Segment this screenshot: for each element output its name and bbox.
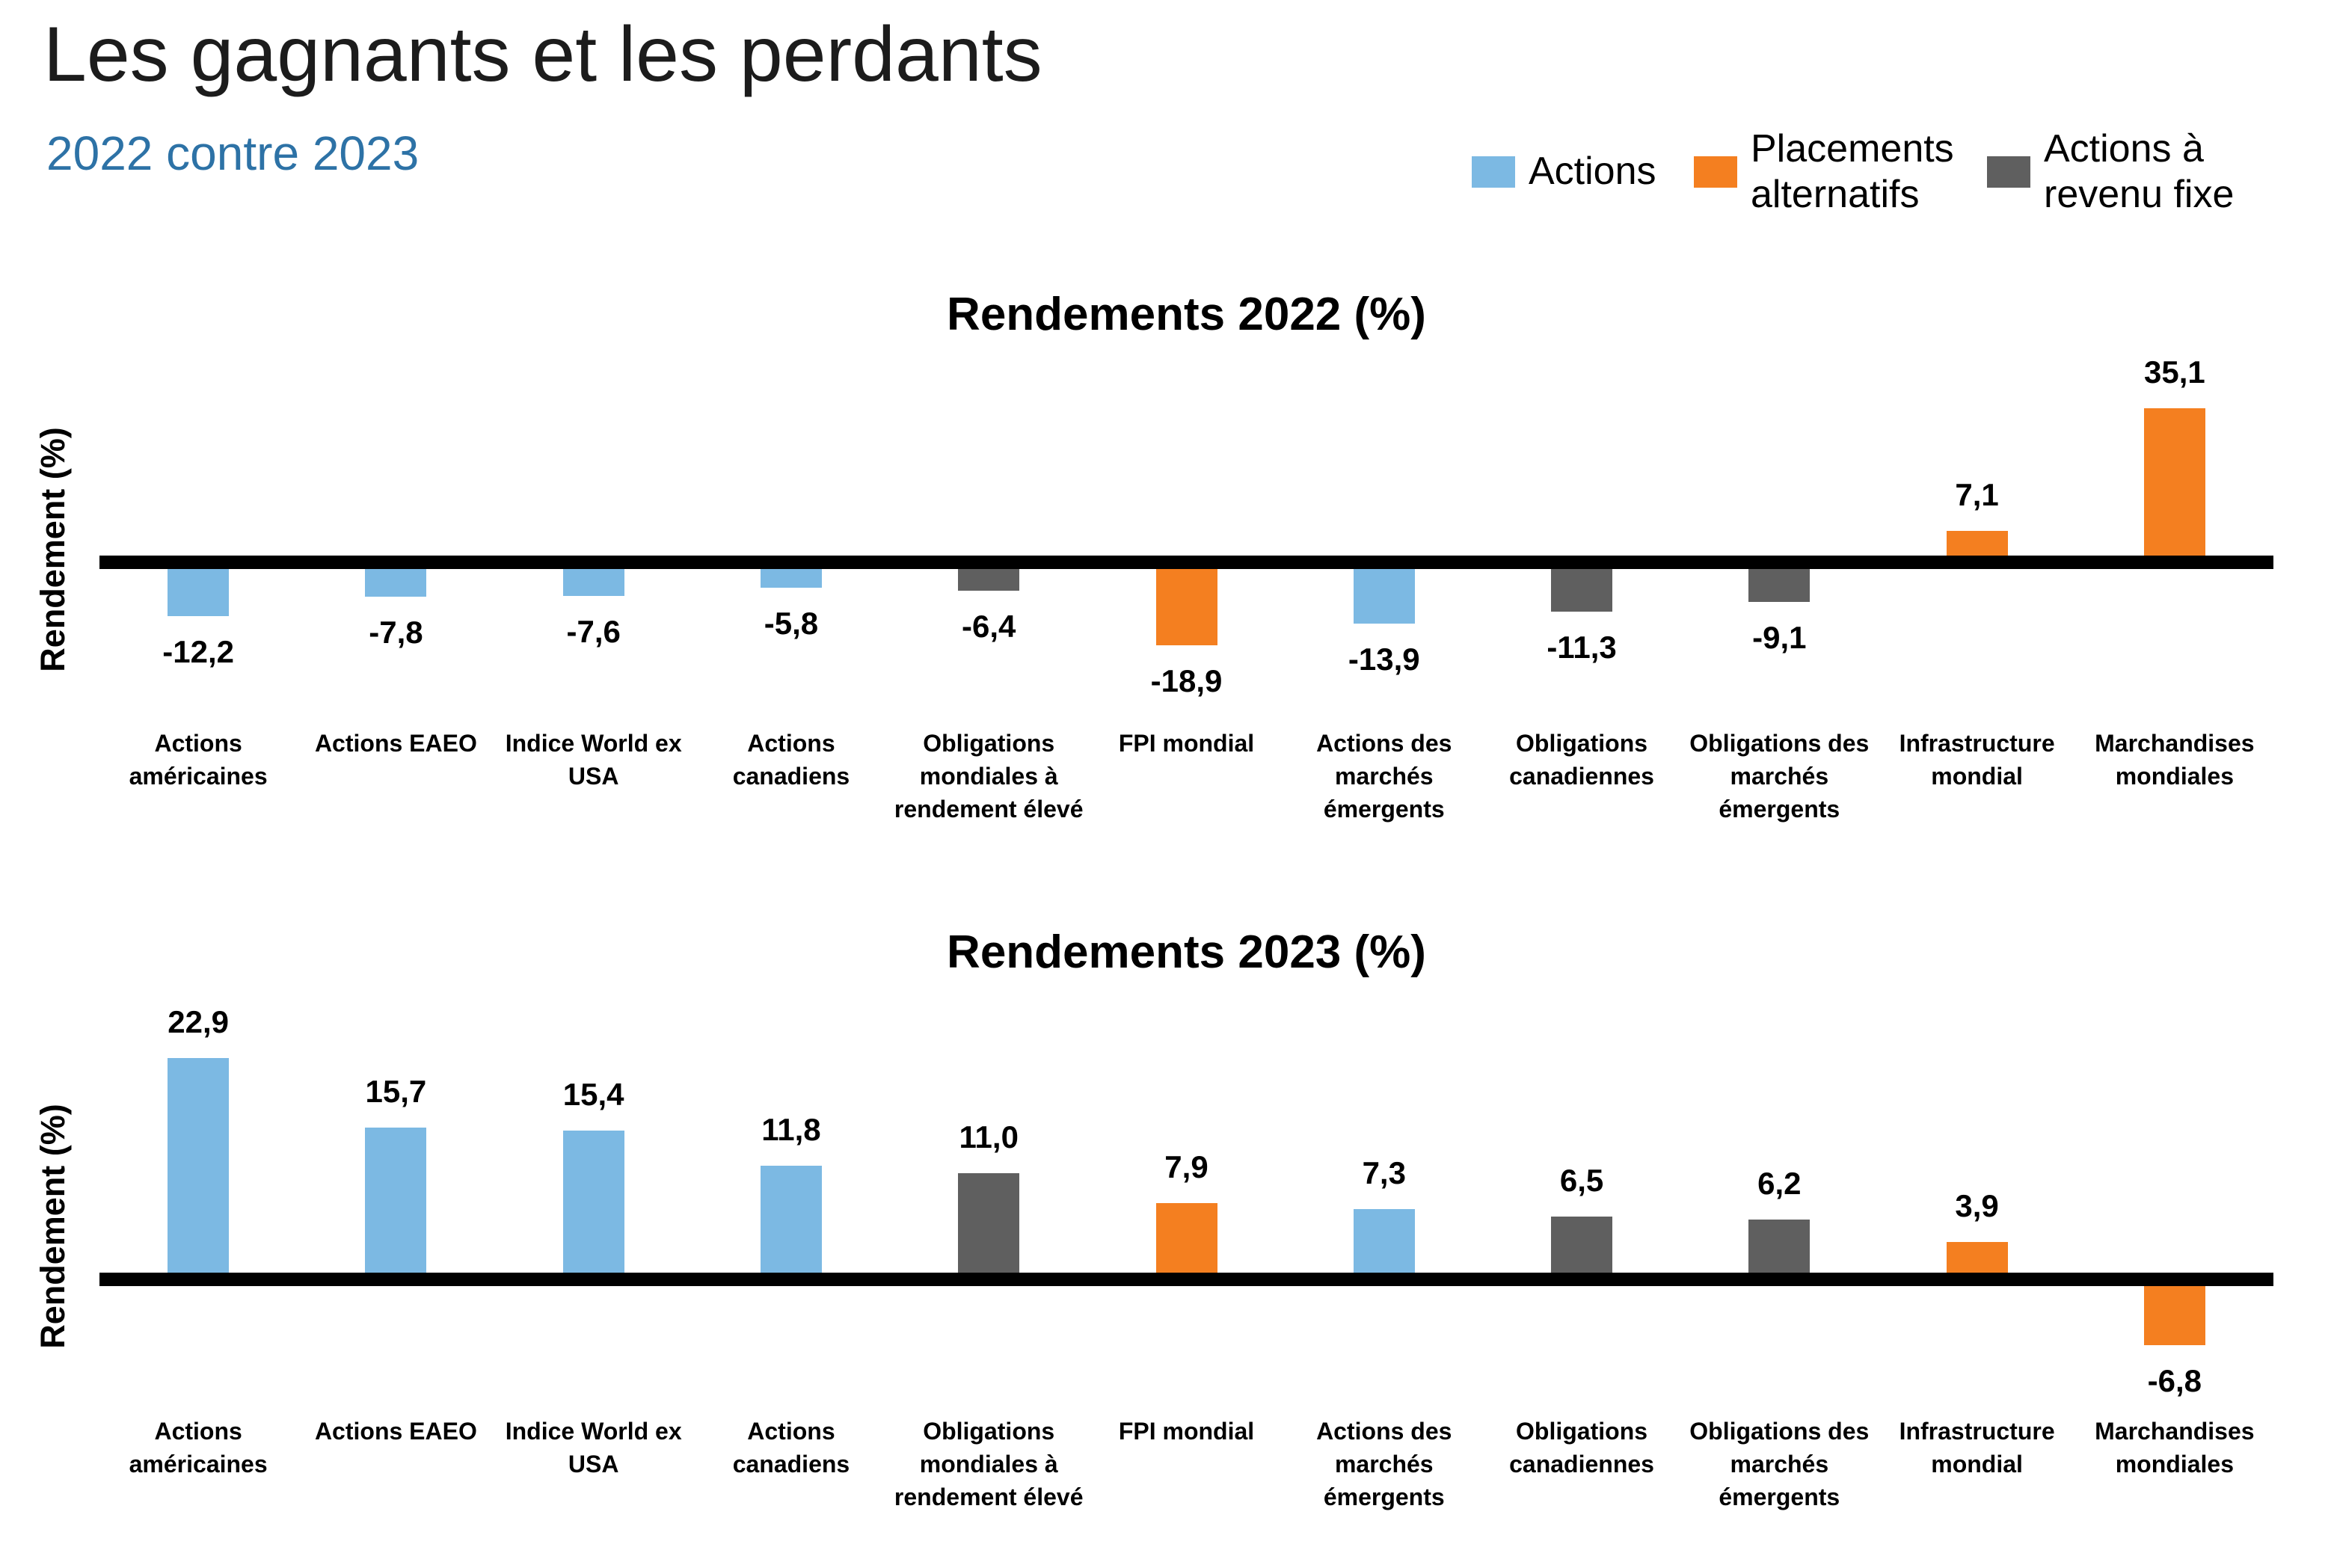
bar-category-label: Obligations des marchés émergents: [1689, 1418, 1870, 1510]
bar-fixed_income: [1748, 1220, 1810, 1279]
bar-category-label: Obligations des marchés émergents: [1689, 730, 1870, 823]
bar-category-label: Obligations mondiales à rendement élevé: [894, 1418, 1084, 1510]
bar-equities: [365, 1128, 426, 1279]
bar-value-label: -11,3: [1547, 630, 1617, 665]
chart-2023-title: Rendements 2023 (%): [947, 926, 1426, 978]
bar-value-label: 15,4: [562, 1077, 624, 1113]
legend-item-alternatives: [1694, 112, 1975, 232]
bar-category-label: Infrastructure mondial: [1899, 1418, 2055, 1478]
bar-alternatives: [2144, 408, 2205, 562]
legend-swatch-alternatives-icon: [1694, 156, 1737, 188]
bar-equities: [761, 1166, 822, 1279]
legend-label-alternatives: Placements alternatifs: [1751, 126, 1954, 216]
chart-2022-zero-axis-line: [99, 556, 2273, 569]
bar-alternatives: [1156, 1203, 1217, 1279]
chart-2023-zero-axis-line: [99, 1273, 2273, 1286]
bar-category-label: Infrastructure mondial: [1899, 730, 2055, 790]
bar-value-label: 15,7: [365, 1074, 427, 1110]
bar-category-label: FPI mondial: [1118, 1418, 1255, 1445]
bar-equities: [563, 1131, 624, 1279]
legend-swatch-fixed-income-icon: [1987, 156, 2030, 188]
bar-category-label: FPI mondial: [1118, 730, 1255, 757]
bar-category-label: Obligations canadiennes: [1509, 1418, 1654, 1478]
bar-fixed_income: [1551, 562, 1612, 612]
bar-category-label: Actions des marchés émergents: [1316, 1418, 1452, 1510]
bar-category-label: Marchandises mondiales: [2095, 1418, 2255, 1478]
bar-value-label: -18,9: [1150, 662, 1223, 698]
bar-value-label: -9,1: [1752, 620, 1807, 656]
legend-item-fixed-income: [1987, 112, 2268, 232]
bar-value-label: -5,8: [764, 606, 819, 642]
bar-category-label: Actions des marchés émergents: [1316, 730, 1452, 823]
bar-category-label: Actions EAEO: [314, 1418, 477, 1445]
bar-value-label: 7,3: [1362, 1155, 1406, 1190]
bar-value-label: 7,9: [1164, 1149, 1209, 1184]
bar-value-label: -12,2: [162, 633, 234, 669]
bar-category-label: Indice World ex USA: [505, 1418, 682, 1478]
page-title: Les gagnants et les perdants: [43, 11, 1042, 98]
bar-equities: [1354, 562, 1415, 624]
chart-2023-y-axis-label: Rendement (%): [34, 1104, 72, 1349]
bar-category-label: Actions américaines: [129, 1418, 268, 1478]
bar-value-label: 7,1: [1955, 477, 1999, 513]
bar-category-label: Obligations mondiales à rendement élevé: [894, 730, 1084, 823]
bar-value-label: -6,8: [2147, 1362, 2202, 1398]
legend-label-fixed-income: Actions à revenu fixe: [2044, 126, 2235, 216]
page-subtitle: 2022 contre 2023: [46, 126, 420, 180]
bar-value-label: 35,1: [2143, 354, 2205, 390]
bar-value-label: 3,9: [1955, 1187, 1999, 1223]
bar-value-label: -7,6: [566, 613, 621, 649]
legend-item-equities: [1472, 112, 1656, 232]
bar-fixed_income: [1551, 1217, 1612, 1279]
bar-category-label: Indice World ex USA: [505, 730, 682, 790]
bar-value-label: 11,0: [959, 1119, 1019, 1155]
bar-value-label: -13,9: [1348, 641, 1420, 677]
bar-alternatives: [1156, 562, 1217, 645]
bar-fixed_income: [958, 1173, 1019, 1279]
bar-category-label: Obligations canadiennes: [1509, 730, 1654, 790]
bar-value-label: 11,8: [761, 1111, 821, 1147]
bar-value-label: 22,9: [168, 1004, 229, 1040]
bar-alternatives: [2144, 1279, 2205, 1345]
bar-value-label: 6,5: [1559, 1163, 1604, 1199]
bar-value-label: -7,8: [369, 614, 423, 650]
bar-category-label: Actions EAEO: [314, 730, 477, 757]
bar-category-label: Actions canadiens: [732, 730, 850, 790]
bar-category-label: Marchandises mondiales: [2095, 730, 2255, 790]
bar-value-label: -6,4: [962, 608, 1016, 644]
bar-category-label: Actions américaines: [129, 730, 268, 790]
legend-swatch-equities-icon: [1472, 156, 1515, 188]
bar-value-label: 6,2: [1757, 1165, 1802, 1201]
chart-2022-title: Rendements 2022 (%): [947, 289, 1426, 340]
legend-label-equities: Actions: [1529, 150, 1656, 194]
bar-category-label: Actions canadiens: [732, 1418, 850, 1478]
bar-equities: [168, 1058, 229, 1279]
bar-equities: [168, 562, 229, 616]
chart-2022-y-axis-label: Rendement (%): [34, 427, 72, 672]
bar-equities: [1354, 1209, 1415, 1279]
